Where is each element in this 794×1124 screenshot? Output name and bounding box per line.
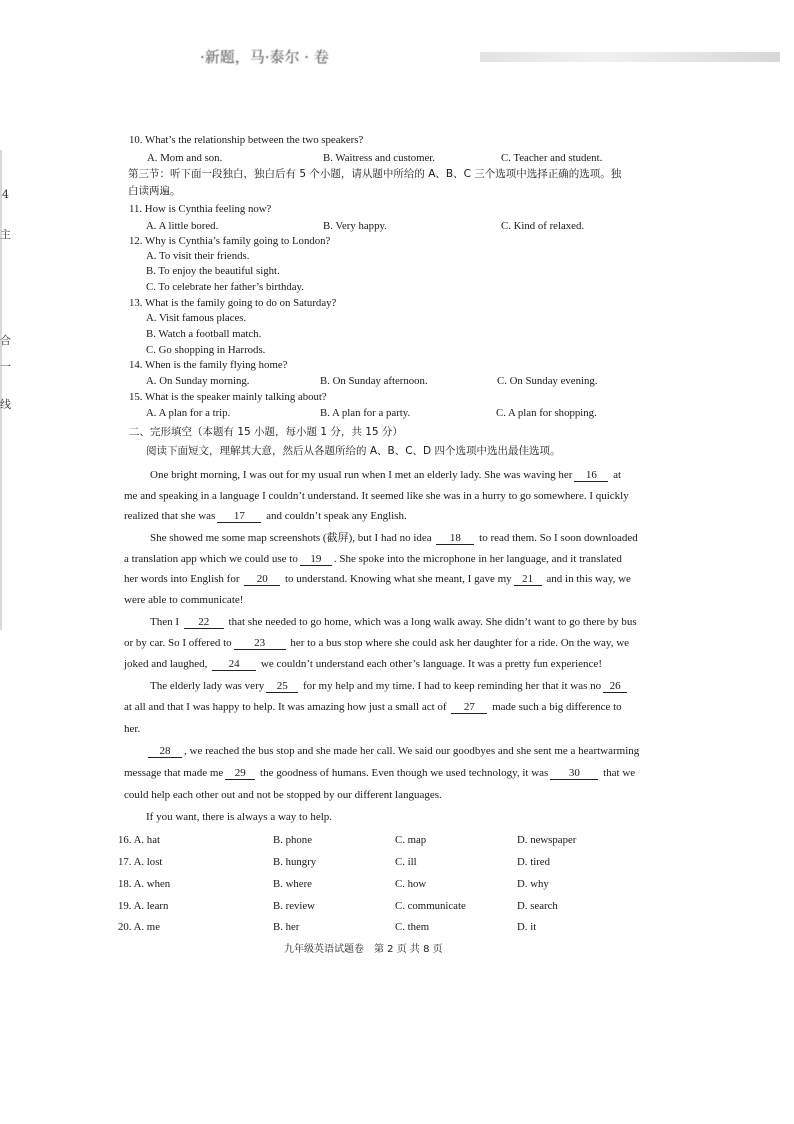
option-row-19-b: B. review (273, 900, 315, 912)
edge-mark: 线 (0, 398, 11, 411)
passage-line (150, 615, 637, 629)
passage-line (150, 531, 638, 545)
passage-line: could help each other out and not be stopped by our different languages. (124, 789, 442, 801)
text: for my help and my time. I had to keep reminding her that it was no (302, 680, 602, 692)
passage-line (150, 679, 629, 693)
question-stem: 12. Why is Cynthia’s family going to London? (129, 235, 331, 247)
blank-28: 28 (148, 745, 182, 758)
passage-line: her. (124, 723, 141, 735)
option-row-17-a: 17. A. lost (118, 856, 163, 868)
option-c: C. On Sunday evening. (497, 375, 598, 387)
passage-line (124, 509, 407, 523)
text: we couldn’t understand each other’s language. It was a pretty fun experience! (260, 658, 602, 670)
edge-mark: 一 (0, 360, 11, 373)
option-row-18-b: B. where (273, 878, 312, 890)
passage-line (124, 552, 622, 566)
question-stem: 14. When is the family flying home? (129, 359, 288, 371)
blank-25: 25 (266, 680, 298, 693)
blank-17: 17 (217, 510, 261, 523)
option-c: C. A plan for shopping. (496, 407, 597, 419)
option-row-20-b: B. her (273, 921, 300, 933)
question-stem: 15. What is the speaker mainly talking about? (129, 391, 327, 403)
section-heading: 二、完形填空（本题有 15 小题，每小题 1 分，共 15 分） (129, 426, 403, 438)
page-footer: 九年级英语试题卷 第 2 页 共 8 页 (284, 944, 443, 955)
text: that she needed to go home, which was a long walk away. She didn’t want to go there by bus (228, 616, 637, 628)
section-instruction: 阅读下面短文，理解其大意，然后从各题所给的 A、B、C、D 四个选项中选出最佳选项。 (146, 445, 561, 457)
passage-line (124, 636, 629, 650)
option-row-16-d: D. newspaper (517, 834, 577, 846)
option-a: A. On Sunday morning. (146, 375, 250, 387)
text: her words into English for (124, 573, 240, 585)
passage-line: If you want, there is always a way to help. (146, 811, 333, 823)
text: made such a big difference to (492, 701, 622, 713)
option-b: B. Watch a football match. (146, 328, 262, 340)
blank-30: 30 (550, 767, 598, 780)
option-row-20-d: D. it (517, 921, 537, 933)
blank-22: 22 (184, 616, 224, 629)
option-row-20-a: 20. A. me (118, 921, 160, 933)
section-instruction: 第三节：听下面一段独白，独白后有 5 个小题，请从题中所给的 A、B、C 三个选项中选择正确的选项。独 (128, 168, 622, 180)
option-a: A. Mom and son. (147, 152, 223, 164)
text: a translation app which we could use to (124, 553, 298, 565)
option-row-16-a: 16. A. hat (118, 834, 160, 846)
blank-21: 21 (514, 573, 542, 586)
text: or by car. So I offered to (124, 637, 232, 649)
text: at (613, 469, 622, 481)
edge-mark: 主 (0, 228, 11, 241)
blank-23: 23 (234, 637, 286, 650)
text: to understand. Knowing what she meant, I gave my (284, 573, 512, 585)
passage-line (124, 657, 602, 671)
option-row-17-b: B. hungry (273, 856, 317, 868)
option-a: A. A plan for a trip. (146, 407, 231, 419)
text: the goodness of humans. Even though we used technology, it was (260, 767, 549, 779)
option-row-17-d: D. tired (517, 856, 550, 868)
option-row-20-c: C. them (395, 921, 430, 933)
passage-line (124, 700, 622, 714)
blank-29: 29 (225, 767, 255, 780)
option-row-16-c: C. map (395, 834, 427, 846)
option-row-19-c: C. communicate (395, 900, 466, 912)
text: realized that she was (124, 510, 216, 522)
text: message that made me (124, 767, 224, 779)
blank-18: 18 (436, 532, 474, 545)
option-row-19-d: D. search (517, 900, 558, 912)
option-b: B. On Sunday afternoon. (320, 375, 428, 387)
blank-27: 27 (451, 701, 487, 714)
binding-edge (0, 150, 2, 630)
option-c: C. Go shopping in Harrods. (146, 344, 266, 356)
blank-24: 24 (212, 658, 256, 671)
option-a: A. A little bored. (146, 220, 219, 232)
scanned-header-remnant: ·新题，马·泰尔 · 卷 (200, 48, 329, 66)
blank-19: 19 (300, 553, 332, 566)
option-b: B. A plan for a party. (320, 407, 411, 419)
option-c: C. To celebrate her father’s birthday. (146, 281, 304, 293)
edge-mark: 4 (2, 188, 9, 201)
text: and in this way, we (546, 573, 631, 585)
passage-line: me and speaking in a language I couldn’t understand. It seemed like she was in a hurry to go somewhere. I quickly (124, 490, 629, 502)
question-stem: 11. How is Cynthia feeling now? (129, 203, 272, 215)
question-stem: 13. What is the family going to do on Saturday? (129, 297, 337, 309)
option-row-17-c: C. ill (395, 856, 417, 868)
text: . She spoke into the microphone in her language, and it translated (333, 553, 622, 565)
scan-artifact (480, 52, 780, 62)
text: her to a bus stop where she could ask her daughter for a ride. On the way, we (290, 637, 630, 649)
text: at all and that I was happy to help. It was amazing how just a small act of (124, 701, 447, 713)
option-row-18-c: C. how (395, 878, 427, 890)
option-b: B. Waitress and customer. (323, 152, 435, 164)
text: The elderly lady was very (150, 680, 265, 692)
edge-mark: 合 (0, 334, 11, 347)
option-row-18-d: D. why (517, 878, 549, 890)
passage-line (146, 744, 639, 758)
blank-26: 26 (603, 680, 627, 693)
option-a: A. To visit their friends. (146, 250, 250, 262)
text: Then I (150, 616, 180, 628)
option-a: A. Visit famous places. (146, 312, 247, 324)
option-row-16-b: B. phone (273, 834, 312, 846)
text: , we reached the bus stop and she made her call. We said our goodbyes and she sent me a heartwarming (184, 745, 640, 757)
passage-line (150, 468, 621, 482)
option-b: B. To enjoy the beautiful sight. (146, 265, 280, 277)
option-c: C. Teacher and student. (501, 152, 603, 164)
option-row-18-a: 18. A. when (118, 878, 171, 890)
text: One bright morning, I was out for my usual run when I met an elderly lady. She was waving her (150, 469, 573, 481)
text: joked and laughed, (124, 658, 208, 670)
passage-line: were able to communicate! (124, 594, 244, 606)
text: to read them. So I soon downloaded (479, 532, 638, 544)
blank-16: 16 (574, 469, 608, 482)
passage-line (124, 572, 631, 586)
text: that we (603, 767, 636, 779)
text: and couldn’t speak any English. (266, 510, 407, 522)
option-c: C. Kind of relaxed. (501, 220, 585, 232)
option-b: B. Very happy. (323, 220, 387, 232)
question-stem: 10. What’s the relationship between the two speakers? (129, 134, 364, 146)
text: She showed me some map screenshots (截屏), but I had no idea (150, 532, 432, 544)
blank-20: 20 (244, 573, 280, 586)
section-instruction-cont: 白读两遍。 (128, 185, 181, 197)
passage-line (124, 766, 635, 780)
option-row-19-a: 19. A. learn (118, 900, 169, 912)
